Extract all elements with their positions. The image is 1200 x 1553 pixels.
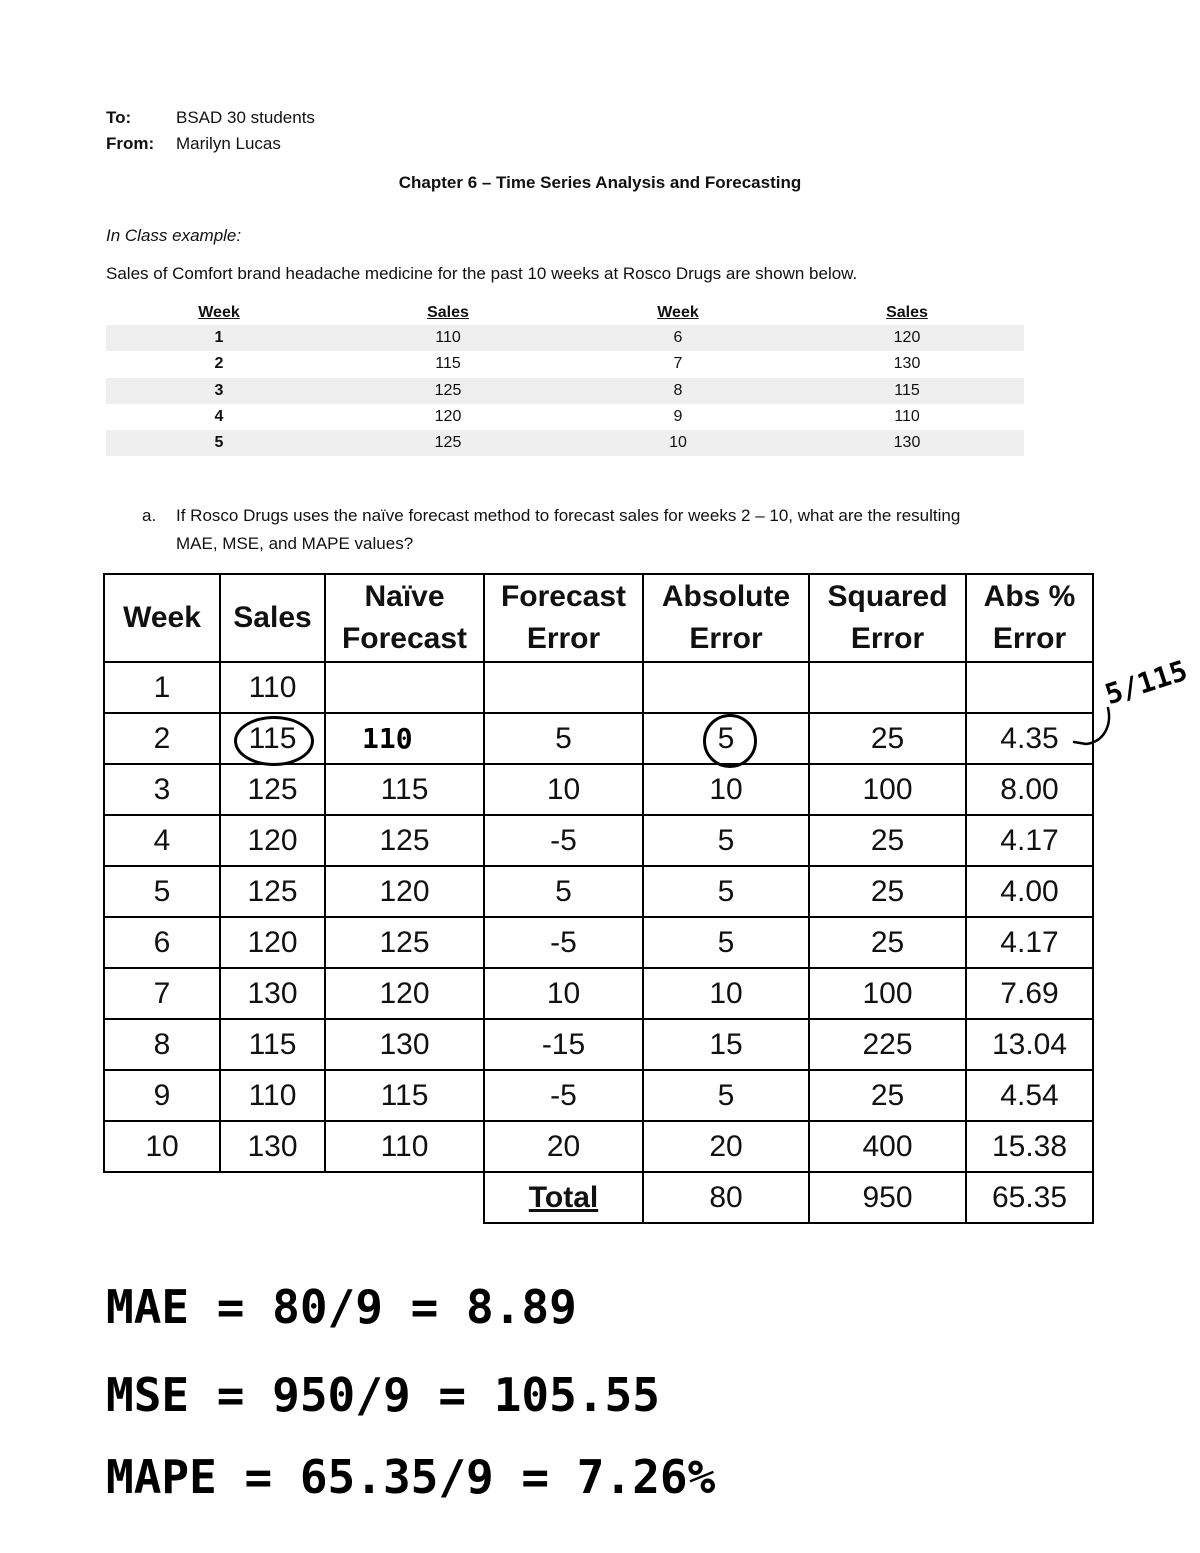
table-cell: 120: [325, 866, 484, 917]
total-squared-error: 950: [809, 1172, 966, 1223]
table-cell: 2: [214, 355, 224, 372]
table-cell: 10: [643, 764, 809, 815]
header-sales: Sales: [220, 574, 325, 662]
table-cell: 130: [893, 355, 921, 372]
table-cell: 125: [434, 434, 462, 451]
table-cell: 10: [484, 764, 643, 815]
table-cell: 1: [214, 329, 224, 346]
table-cell: 5: [643, 917, 809, 968]
table-cell: 10: [669, 434, 687, 451]
table-cell: 115: [325, 764, 484, 815]
handwritten-mae: MAE = 80/9 = 8.89: [106, 1280, 577, 1334]
table-cell: 10: [104, 1121, 220, 1172]
table-cell: 400: [809, 1121, 966, 1172]
table-cell: 20: [484, 1121, 643, 1172]
table-cell: 15: [643, 1019, 809, 1070]
table-cell: 130: [220, 968, 325, 1019]
table-cell: 120: [220, 917, 325, 968]
table-cell: 9: [673, 408, 683, 425]
question-marker: a.: [142, 506, 157, 525]
total-label: Total: [528, 1180, 599, 1214]
table-cell: 125: [434, 382, 462, 399]
table-cell: 7: [104, 968, 220, 1019]
table-cell: 100: [809, 968, 966, 1019]
table-cell: 130: [893, 434, 921, 451]
table-cell: 25: [809, 815, 966, 866]
table-cell: 25: [809, 713, 966, 764]
table-cell: 7: [673, 355, 683, 372]
sales-table-header-cell: Sales: [427, 304, 469, 321]
table-cell: 125: [325, 917, 484, 968]
table-cell: 5: [643, 866, 809, 917]
sales-table-header-cell: Week: [657, 304, 699, 321]
sales-table-header-cell: Week: [198, 304, 240, 321]
table-cell: 5: [643, 1070, 809, 1121]
table-cell: 15.38: [966, 1121, 1093, 1172]
table-cell: 4: [214, 408, 224, 425]
table-cell: 8: [673, 382, 683, 399]
table-cell: 120: [220, 815, 325, 866]
total-abs-pct-error: 65.35: [966, 1172, 1093, 1223]
to-value: BSAD 30 students: [176, 108, 315, 127]
table-cell: 5: [643, 815, 809, 866]
intro-label: In Class example:: [106, 226, 242, 245]
header-week: Week: [104, 574, 220, 662]
handwritten-mse: MSE = 950/9 = 105.55: [106, 1368, 660, 1422]
table-cell: 125: [220, 866, 325, 917]
handwritten-side-note: 5/115: [1100, 653, 1192, 712]
table-cell: 130: [325, 1019, 484, 1070]
table-cell: 2: [104, 713, 220, 764]
table-cell: 120: [325, 968, 484, 1019]
table-cell: 4.54: [966, 1070, 1093, 1121]
table-cell: 3: [214, 382, 224, 399]
table-cell: 3: [104, 764, 220, 815]
table-cell: -5: [484, 815, 643, 866]
table-cell: 110: [435, 329, 461, 346]
table-cell: 125: [220, 764, 325, 815]
table-cell: 25: [809, 866, 966, 917]
table-cell: 110: [894, 408, 920, 425]
table-cell: 4.35: [966, 713, 1093, 764]
table-cell: 7.69: [966, 968, 1093, 1019]
table-cell: 5: [214, 434, 224, 451]
table-cell: 115: [220, 713, 325, 764]
table-cell: 25: [809, 917, 966, 968]
to-label: To:: [106, 108, 132, 127]
table-cell: 115: [220, 1019, 325, 1070]
description-text: Sales of Comfort brand headache medicine for the past 10 weeks at Rosco Drugs are shown below.: [106, 264, 858, 283]
table-cell: 20: [643, 1121, 809, 1172]
table-cell: 25: [809, 1070, 966, 1121]
table-cell: -15: [484, 1019, 643, 1070]
table-cell: 125: [325, 815, 484, 866]
from-label: From:: [106, 134, 155, 153]
question-line-2: MAE, MSE, and MAPE values?: [176, 534, 414, 553]
handwritten-naive-week2: 110: [362, 722, 413, 755]
table-cell: 120: [893, 329, 921, 346]
question-line-1: If Rosco Drugs uses the naïve forecast method to forecast sales for weeks 2 – 10, what are the resulting: [176, 506, 961, 525]
sales-table-header-cell: Sales: [886, 304, 928, 321]
table-cell: 115: [894, 382, 920, 399]
table-cell: 4.17: [966, 917, 1093, 968]
table-cell: 5: [484, 866, 643, 917]
page-title: Chapter 6 – Time Series Analysis and Forecasting: [398, 173, 802, 192]
table-cell: 10: [484, 968, 643, 1019]
table-cell: 9: [104, 1070, 220, 1121]
header-forecast-error: Forecast Error: [484, 574, 643, 662]
handwritten-mape: MAPE = 65.35/9 = 7.26%: [106, 1450, 716, 1504]
table-cell: 110: [220, 1070, 325, 1121]
table-cell: 13.04: [966, 1019, 1093, 1070]
header-absolute-error: Absolute Error: [643, 574, 809, 662]
table-cell: 110: [325, 1121, 484, 1172]
table-cell: 100: [809, 764, 966, 815]
table-cell: 115: [435, 355, 461, 372]
table-cell: 4.00: [966, 866, 1093, 917]
table-cell: 120: [434, 408, 462, 425]
table-cell: 8.00: [966, 764, 1093, 815]
from-value: Marilyn Lucas: [176, 134, 281, 153]
table-cell: 10: [643, 968, 809, 1019]
table-cell: 4: [104, 815, 220, 866]
table-cell: 115: [325, 1070, 484, 1121]
header-squared-error: Squared Error: [809, 574, 966, 662]
table-cell: 5: [104, 866, 220, 917]
table-cell: 5: [643, 713, 809, 764]
table-cell: 8: [104, 1019, 220, 1070]
table-cell: 1: [104, 662, 220, 713]
table-cell: 130: [220, 1121, 325, 1172]
total-absolute-error: 80: [643, 1172, 809, 1223]
table-cell: 5: [484, 713, 643, 764]
table-cell: 6: [673, 329, 683, 346]
table-cell: 110: [220, 662, 325, 713]
table-cell: 225: [809, 1019, 966, 1070]
table-cell: -5: [484, 1070, 643, 1121]
table-cell: 6: [104, 917, 220, 968]
header-naive-forecast: Naïve Forecast: [325, 574, 484, 662]
header-abs-pct-error: Abs % Error: [966, 574, 1093, 662]
table-cell: -5: [484, 917, 643, 968]
table-cell: 4.17: [966, 815, 1093, 866]
